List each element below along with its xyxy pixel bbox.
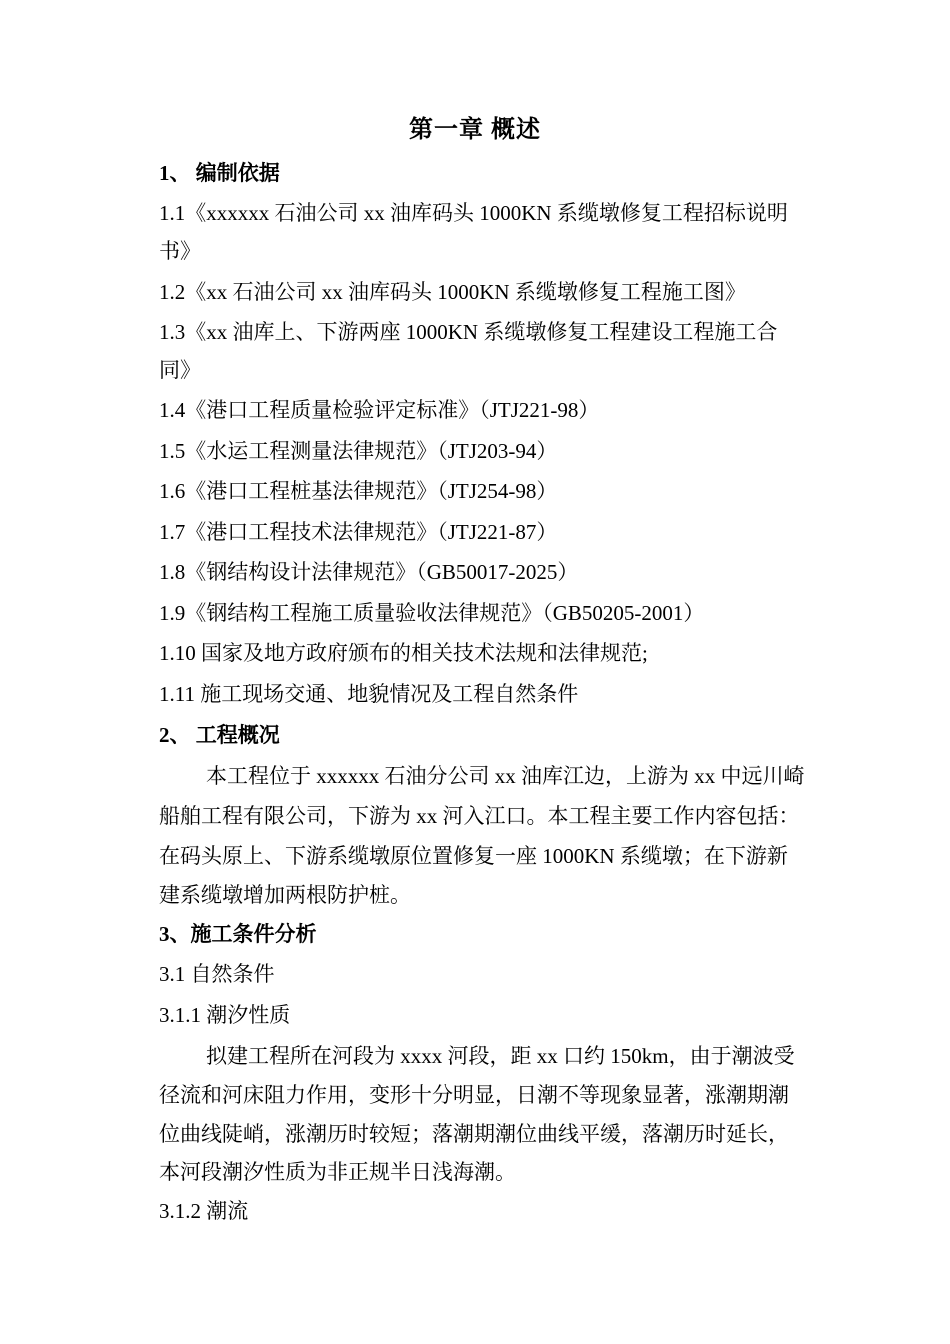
basis-item-cont: 书》 <box>159 239 201 263</box>
overview-paragraph-line: 船舶工程有限公司，下游为 xx 河入江口。本工程主要工作内容包括： <box>159 804 800 828</box>
overview-paragraph-line: 本工程位于 xxxxxx 石油分公司 xx 油库江边，上游为 xx 中远川崎 <box>206 764 805 788</box>
section-heading-overview: 2、 工程概况 <box>159 723 280 747</box>
basis-item-cont: 同》 <box>159 358 201 382</box>
basis-item: 1.9《钢结构工程施工质量验收法律规范》（GB50205-2001） <box>159 601 705 625</box>
tide-paragraph-line: 拟建工程所在河段为 xxxx 河段，距 xx 口约 150km，由于潮波受 <box>206 1044 795 1068</box>
chapter-title: 第一章 概述 <box>409 117 541 143</box>
subsection-natural-conditions: 3.1 自然条件 <box>159 962 275 986</box>
basis-item: 1.1《xxxxxx 石油公司 xx 油库码头 1000KN 系缆墩修复工程招标说明 <box>159 201 788 225</box>
basis-item: 1.5《水运工程测量法律规范》（JTJ203-94） <box>159 439 558 463</box>
tide-paragraph-line: 位曲线陡峭，涨潮历时较短；落潮期潮位曲线平缓，落潮历时延长， <box>159 1122 789 1146</box>
section-heading-conditions: 3、施工条件分析 <box>159 922 317 946</box>
section-heading-basis: 1、 编制依据 <box>159 161 280 185</box>
tide-paragraph-line: 径流和河床阻力作用，变形十分明显，日潮不等现象显著，涨潮期潮 <box>159 1083 789 1107</box>
basis-item: 1.6《港口工程桩基法律规范》（JTJ254-98） <box>159 479 558 503</box>
basis-item: 1.7《港口工程技术法律规范》（JTJ221-87） <box>159 520 558 544</box>
basis-item: 1.4《港口工程质量检验评定标准》（JTJ221-98） <box>159 398 600 422</box>
subsection-tide-nature: 3.1.1 潮汐性质 <box>159 1003 291 1027</box>
basis-item: 1.8《钢结构设计法律规范》（GB50017-2025） <box>159 560 579 584</box>
tide-paragraph-line: 本河段潮汐性质为非正规半日浅海潮。 <box>159 1160 516 1184</box>
basis-item: 1.2《xx 石油公司 xx 油库码头 1000KN 系缆墩修复工程施工图》 <box>159 280 746 304</box>
basis-item: 1.11 施工现场交通、地貌情况及工程自然条件 <box>159 682 579 706</box>
overview-paragraph-line: 建系缆墩增加两根防护桩。 <box>159 883 411 907</box>
basis-item: 1.3《xx 油库上、下游两座 1000KN 系缆墩修复工程建设工程施工合 <box>159 320 778 344</box>
basis-item: 1.10 国家及地方政府颁布的相关技术法规和法律规范; <box>159 641 648 665</box>
subsection-tidal-current: 3.1.2 潮流 <box>159 1199 249 1223</box>
overview-paragraph-line: 在码头原上、下游系缆墩原位置修复一座 1000KN 系缆墩；在下游新 <box>159 844 788 868</box>
